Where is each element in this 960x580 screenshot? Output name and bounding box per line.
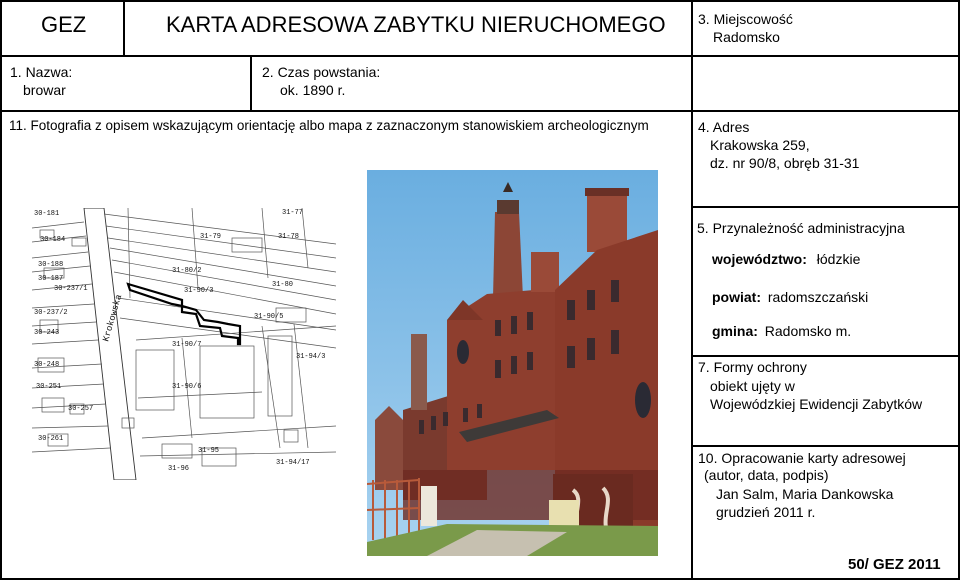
powiat-label: powiat: [712, 289, 761, 305]
card-title: KARTA ADRESOWA ZABYTKU NIERUCHOMEGO [166, 12, 666, 37]
divider-main-column [691, 0, 693, 580]
powiat-row [712, 289, 868, 305]
map-parcel-label: 30-237/1 [54, 285, 88, 293]
divider-ochrona [691, 355, 960, 357]
map-parcel-label: 30-243 [34, 329, 60, 337]
gmina-value: Radomsko m. [764, 323, 852, 339]
map-parcel-label: 30-181 [34, 210, 60, 218]
footer-code: 50/ GEZ 2011 [848, 556, 941, 573]
divider-name-row [0, 110, 692, 112]
map-parcel-label: 30-187 [38, 275, 64, 283]
czas-value: ok. 1890 r. [280, 82, 346, 98]
ochrona-line2: Wojewódzkiej Ewidencji Zabytków [710, 396, 923, 412]
map-parcel-label: 31-94/3 [296, 353, 326, 361]
divider-name-date [250, 57, 252, 111]
map-parcel-label: 31-96 [168, 465, 190, 473]
adres-label: 4. Adres [698, 119, 750, 135]
divider-adres [691, 110, 960, 112]
map-parcel-label: 30-251 [36, 383, 62, 391]
map-parcel-label: 30-184 [40, 236, 66, 244]
brewery-photo [367, 170, 658, 556]
map-parcel-label: 30-188 [38, 261, 64, 269]
wojewodztwo-row [712, 251, 860, 267]
adres-line2: dz. nr 90/8, obręb 31-31 [710, 155, 860, 171]
czas-label: 2. Czas powstania: [262, 64, 381, 80]
opracowanie-date: grudzień 2011 r. [716, 504, 816, 520]
frame-top [0, 0, 960, 2]
nazwa-value: browar [23, 82, 66, 98]
opracowanie-authors: Jan Salm, Maria Dankowska [716, 486, 894, 502]
adres-line1: Krakowska 259, [710, 137, 810, 153]
wojewodztwo-label: województwo: [712, 251, 807, 267]
cadastral-map [32, 208, 336, 480]
miejscowosc-value: Radomsko [713, 29, 780, 45]
map-parcel-label: 30-261 [38, 435, 64, 443]
map-parcel-label: 31-90/5 [254, 313, 284, 321]
map-parcel-label: 31-78 [278, 233, 300, 241]
card-code: GEZ [41, 12, 87, 37]
map-parcel-label: 31-95 [198, 447, 220, 455]
fotografia-label: 11. Fotografia z opisem wskazującym orientację albo mapa z zaznaczonym stanowiskiem archeologicznym [9, 118, 649, 133]
nazwa-label: 1. Nazwa: [10, 64, 73, 80]
map-street-label: Krokowska [101, 293, 125, 343]
frame-left [0, 0, 2, 580]
divider-opracowanie [691, 445, 960, 447]
miejscowosc-label: 3. Miejscowość [698, 11, 793, 27]
przynaleznosc-label: 5. Przynależność administracyjna [697, 220, 905, 236]
divider-przynaleznosc [691, 206, 960, 208]
map-parcel-label: 30-248 [34, 361, 60, 369]
ochrona-line1: obiekt ujęty w [710, 378, 795, 394]
map-parcel-label: 30-257 [68, 405, 94, 413]
gmina-label: gmina: [712, 323, 758, 339]
map-parcel-label: 31-77 [282, 209, 304, 217]
brewery-photo-drawing [367, 170, 658, 556]
map-parcel-label: 31-79 [200, 233, 222, 241]
map-parcel-label: 30-237/2 [34, 309, 68, 317]
map-parcel-label: 31-80/2 [172, 267, 202, 275]
powiat-value: radomszczański [767, 289, 869, 305]
divider-miejscowosc [691, 55, 960, 57]
divider-header-code [123, 0, 125, 57]
opracowanie-label2: (autor, data, podpis) [704, 467, 829, 483]
map-parcel-label: 31-90/6 [172, 383, 202, 391]
ochrona-label: 7. Formy ochrony [698, 359, 807, 375]
opracowanie-label1: 10. Opracowanie karty adresowej [698, 450, 906, 466]
gmina-row [712, 323, 851, 339]
wojewodztwo-value: łódzkie [816, 251, 861, 267]
cadastral-map-drawing [32, 208, 336, 480]
map-parcel-label: 31-90/7 [172, 341, 202, 349]
map-parcel-label: 31-90/3 [184, 287, 214, 295]
map-parcel-label: 31-94/17 [276, 459, 310, 467]
divider-header [0, 55, 692, 57]
map-parcel-label: 31-80 [272, 281, 294, 289]
